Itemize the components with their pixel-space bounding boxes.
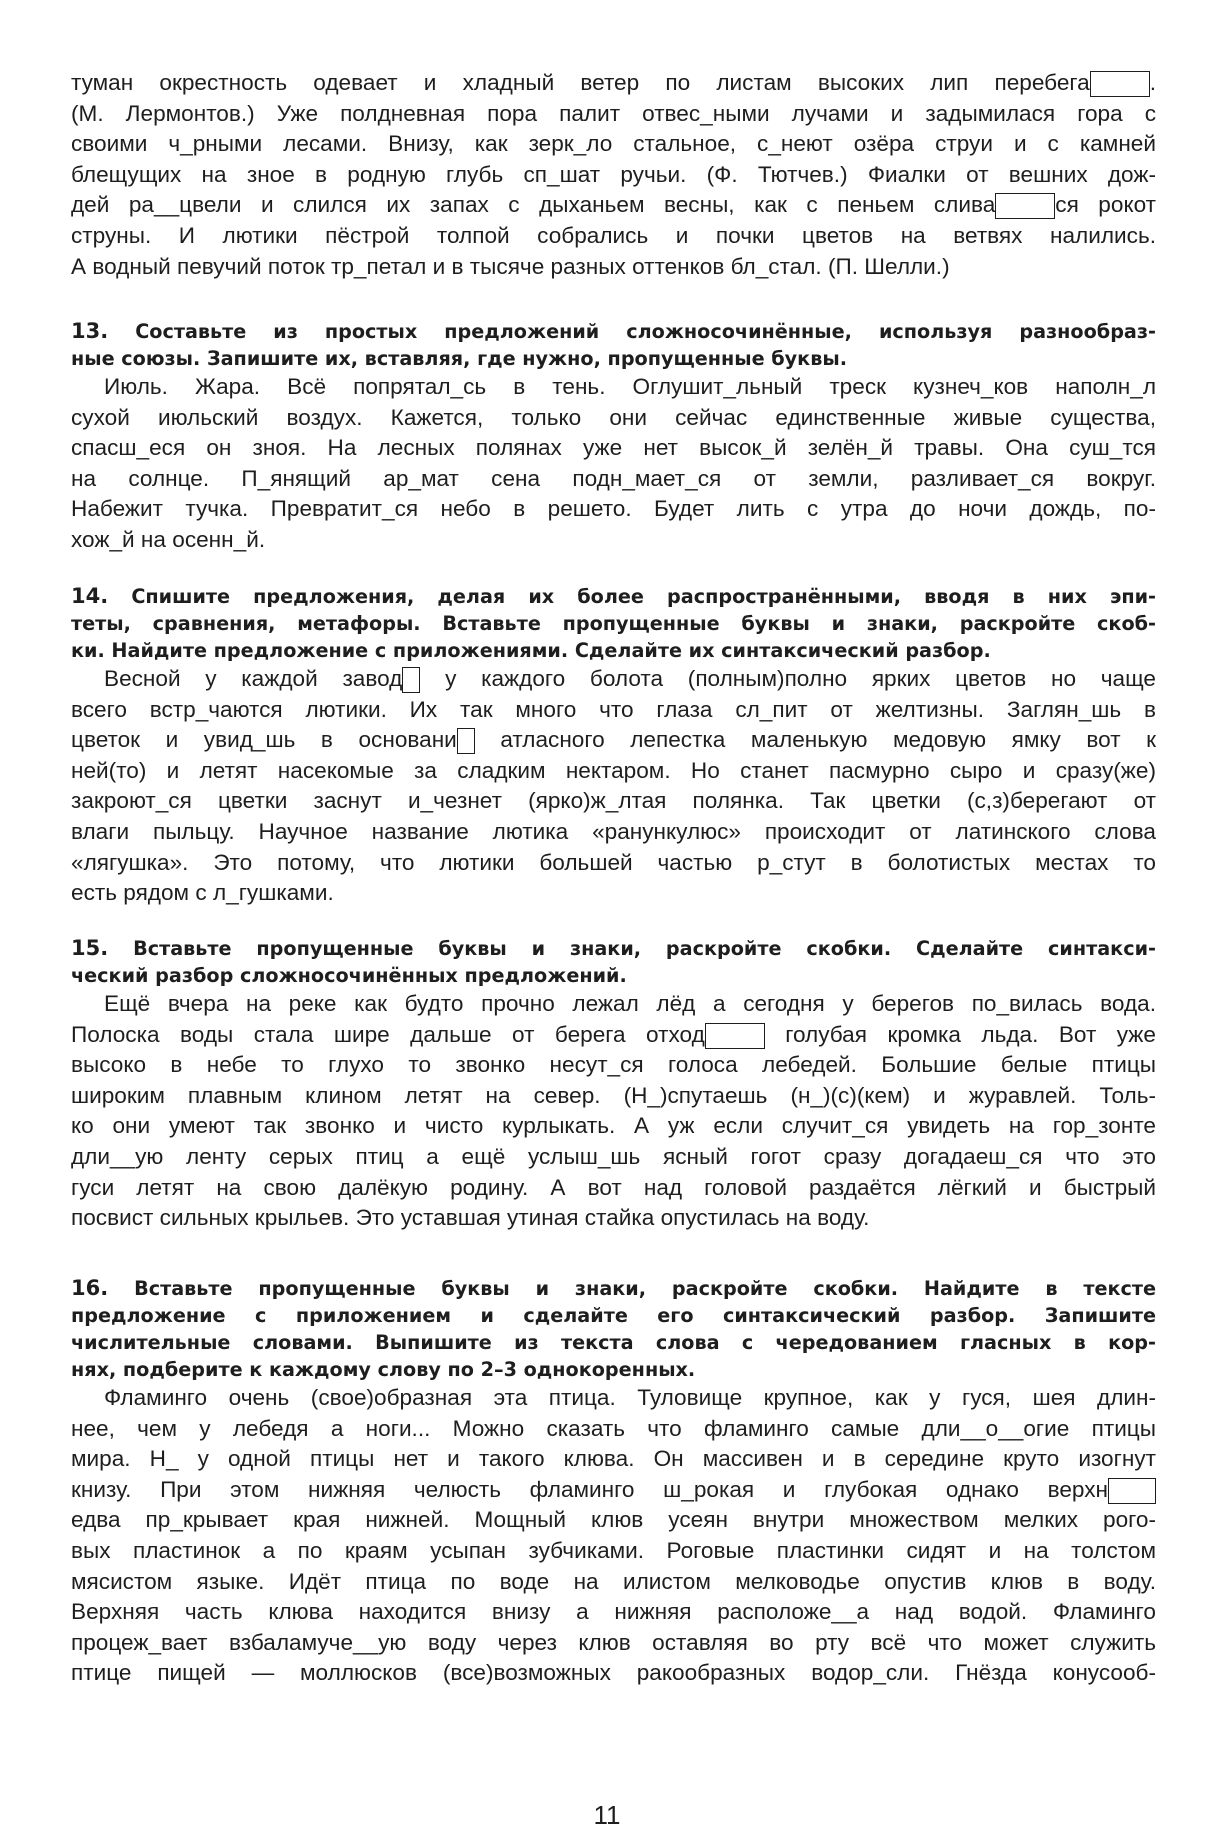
exercise-13 [71, 318, 1156, 556]
exercise-16 [71, 1275, 1156, 1689]
exercise-14-task: 14. Спишите предложения, делая их более распространёнными, вводя в них эпи- теты, сравнения, метафоры. Вставьте пропущенные буквы и знаки, раскройте скоб- ки. Найдите предложение с приложениями. Сделайте их синтаксический разбор. [71, 584, 1156, 662]
answer-box [705, 1023, 765, 1049]
answer-box [1090, 71, 1150, 97]
answer-box [995, 193, 1055, 219]
text-line: дей ра__цвели и слился их запах с дыханьем весны, как с пеньем слива ся рокот [71, 192, 1156, 218]
text-line: туман окрестность одевает и хладный ветер по листам высоких лип перебега . [71, 70, 1156, 95]
exercise-14 [71, 583, 1156, 909]
exercise-number: 15. [71, 936, 109, 960]
exercise-16-text: Фламинго очень (свое)образная эта птица. Туловище крупное, как у гуся, шея длин- нее, чем у лебедя а ноги... Можно сказать что фламинго самые дли__о__огие птицы мира. Н_ у одной птицы нет и такого клюва. Он массивен и в середине круто изогнут книзу. При этом нижняя челюсть фламинго ш_рокая и глубокая однако верхн едва пр_крывает края нижней. Мощный клюв усеян внутри множеством мелких рого- вых пластинок а по краям усыпан зубчиками. Роговые пластинки сидят и на толстом мясистом языке. Идёт птица по воде на илистом мелководье опустив клюв в воду. Верхняя часть клюва находится внизу а нижняя расположе__а над водой. Фламинго процеж_вает взбаламуче__ую воду через клюв оставляя во рту всё что может служить птице пищей — моллюсков (все)возможных ракообразных водор_сли. Гнёзда конусооб- [71, 1385, 1156, 1686]
exercise-15 [71, 935, 1156, 1234]
answer-box [402, 667, 420, 693]
text-line: струны. И лютики пёстрой толпой собрались и почки цветов на ветвях налились. [71, 222, 1156, 248]
answer-box [457, 728, 475, 754]
exercise-number: 16. [71, 1276, 109, 1300]
exercise-16-task: 16. Вставьте пропущенные буквы и знаки, раскройте скобки. Найдите в тексте предложение с приложением и сделайте его синтаксический разбор. Запишите числительные словами. Выпишите из текста слова с чередованием гласных в кор- нях, подберите к каждому слову по 2–3 однокоренных. [71, 1276, 1156, 1381]
exercise-15-text: Ещё вчера на реке как будто прочно лежал лёд а сегодня у берегов по_вилась вода. Полоска воды стала шире дальше от берега отход голубая кромка льда. Вот уже высоко в небе то глухо то звонко несут_ся голоса лебедей. Большие белые птицы широким плавным клином летят на север. (Н_)спутаешь (н_)(с)(кем) и журавлей. Толь- ко они умеют так звонко и чисто курлыкать. А уж если случит_ся увидеть на гор_зонте дли__ую ленту серых птиц а ещё услыш_шь ясный гогот сразу догадаеш_ся что это гуси летят на свою далёкую родину. А вот над головой раздаётся лёгкий и быстрый посвист сильных крыльев. Это уставшая утиная стайка опустилась на воду. [71, 991, 1156, 1231]
text-line: своими ч_рными лесами. Внизу, как зерк_ло стальное, с_неют озёра струи и с камней [71, 131, 1156, 157]
exercise-number: 14. [71, 584, 109, 608]
text-line: блещущих на зное в родную глубь сп_шат ручьи. (Ф. Тютчев.) Фиалки от вешних дож- [71, 161, 1156, 187]
answer-box [1108, 1478, 1156, 1504]
exercise-13-text: Июль. Жара. Всё попрятал_сь в тень. Оглушит_льный треск кузнеч_ков наполн_л сухой июльский воздух. Кажется, только они сейчас единственные живые существа, спасш_еся он зноя. На лесных полянах уже нет высок_й зелён_й травы. Она суш_тся на солнце. П_янящий ар_мат сена подн_мает_ся от земли, разливает_ся вокруг. Набежит тучка. Превратит_ся небо в решето. Будет лить с утра до ночи дождь, по- хож_й на осенн_й. [71, 374, 1156, 552]
text-line: (М. Лермонтов.) Уже полдневная пора палит отвес_ными лучами и задымилася гора с [71, 100, 1156, 126]
exercise-number: 13. [71, 319, 109, 343]
exercise-14-text: Весной у каждой завод у каждого болота (полным)полно ярких цветов но чаще всего встр_чаются лютики. Их так много что глаза сл_пит от желтизны. Заглян_шь в цветок и увид_шь в основани атласного лепестка маленькую медовую ямку вот к ней(то) и летят насекомые за сладким нектаром. Но станет пасмурно сыро и сразу(же) закроют_ся цветки заснут и_чезнет (ярко)ж_лтая полянка. Так цветки (с,з)берегают от влаги пыльцу. Научное название лютика «ранункулюс» происходит от латинского слова «лягушка». Это потому, что лютики большей частью р_стут в болотистых местах то есть рядом с л_гушками. [71, 666, 1156, 906]
intro-text [71, 68, 1156, 282]
intro-paragraph [71, 68, 1156, 282]
text-line: А водный певучий поток тр_петал и в тысяче разных оттенков бл_стал. (П. Шелли.) [71, 253, 950, 279]
exercise-13-task: 13. Составьте из простых предложений сложносочинённые, используя разнообраз- ные союзы. Запишите их, вставляя, где нужно, пропущенные буквы. [71, 319, 1156, 370]
exercise-15-task: 15. Вставьте пропущенные буквы и знаки, раскройте скобки. Сделайте синтакси- ческий разбор сложносочинённых предложений. [71, 936, 1156, 987]
page-number: 11 [593, 1800, 621, 1830]
